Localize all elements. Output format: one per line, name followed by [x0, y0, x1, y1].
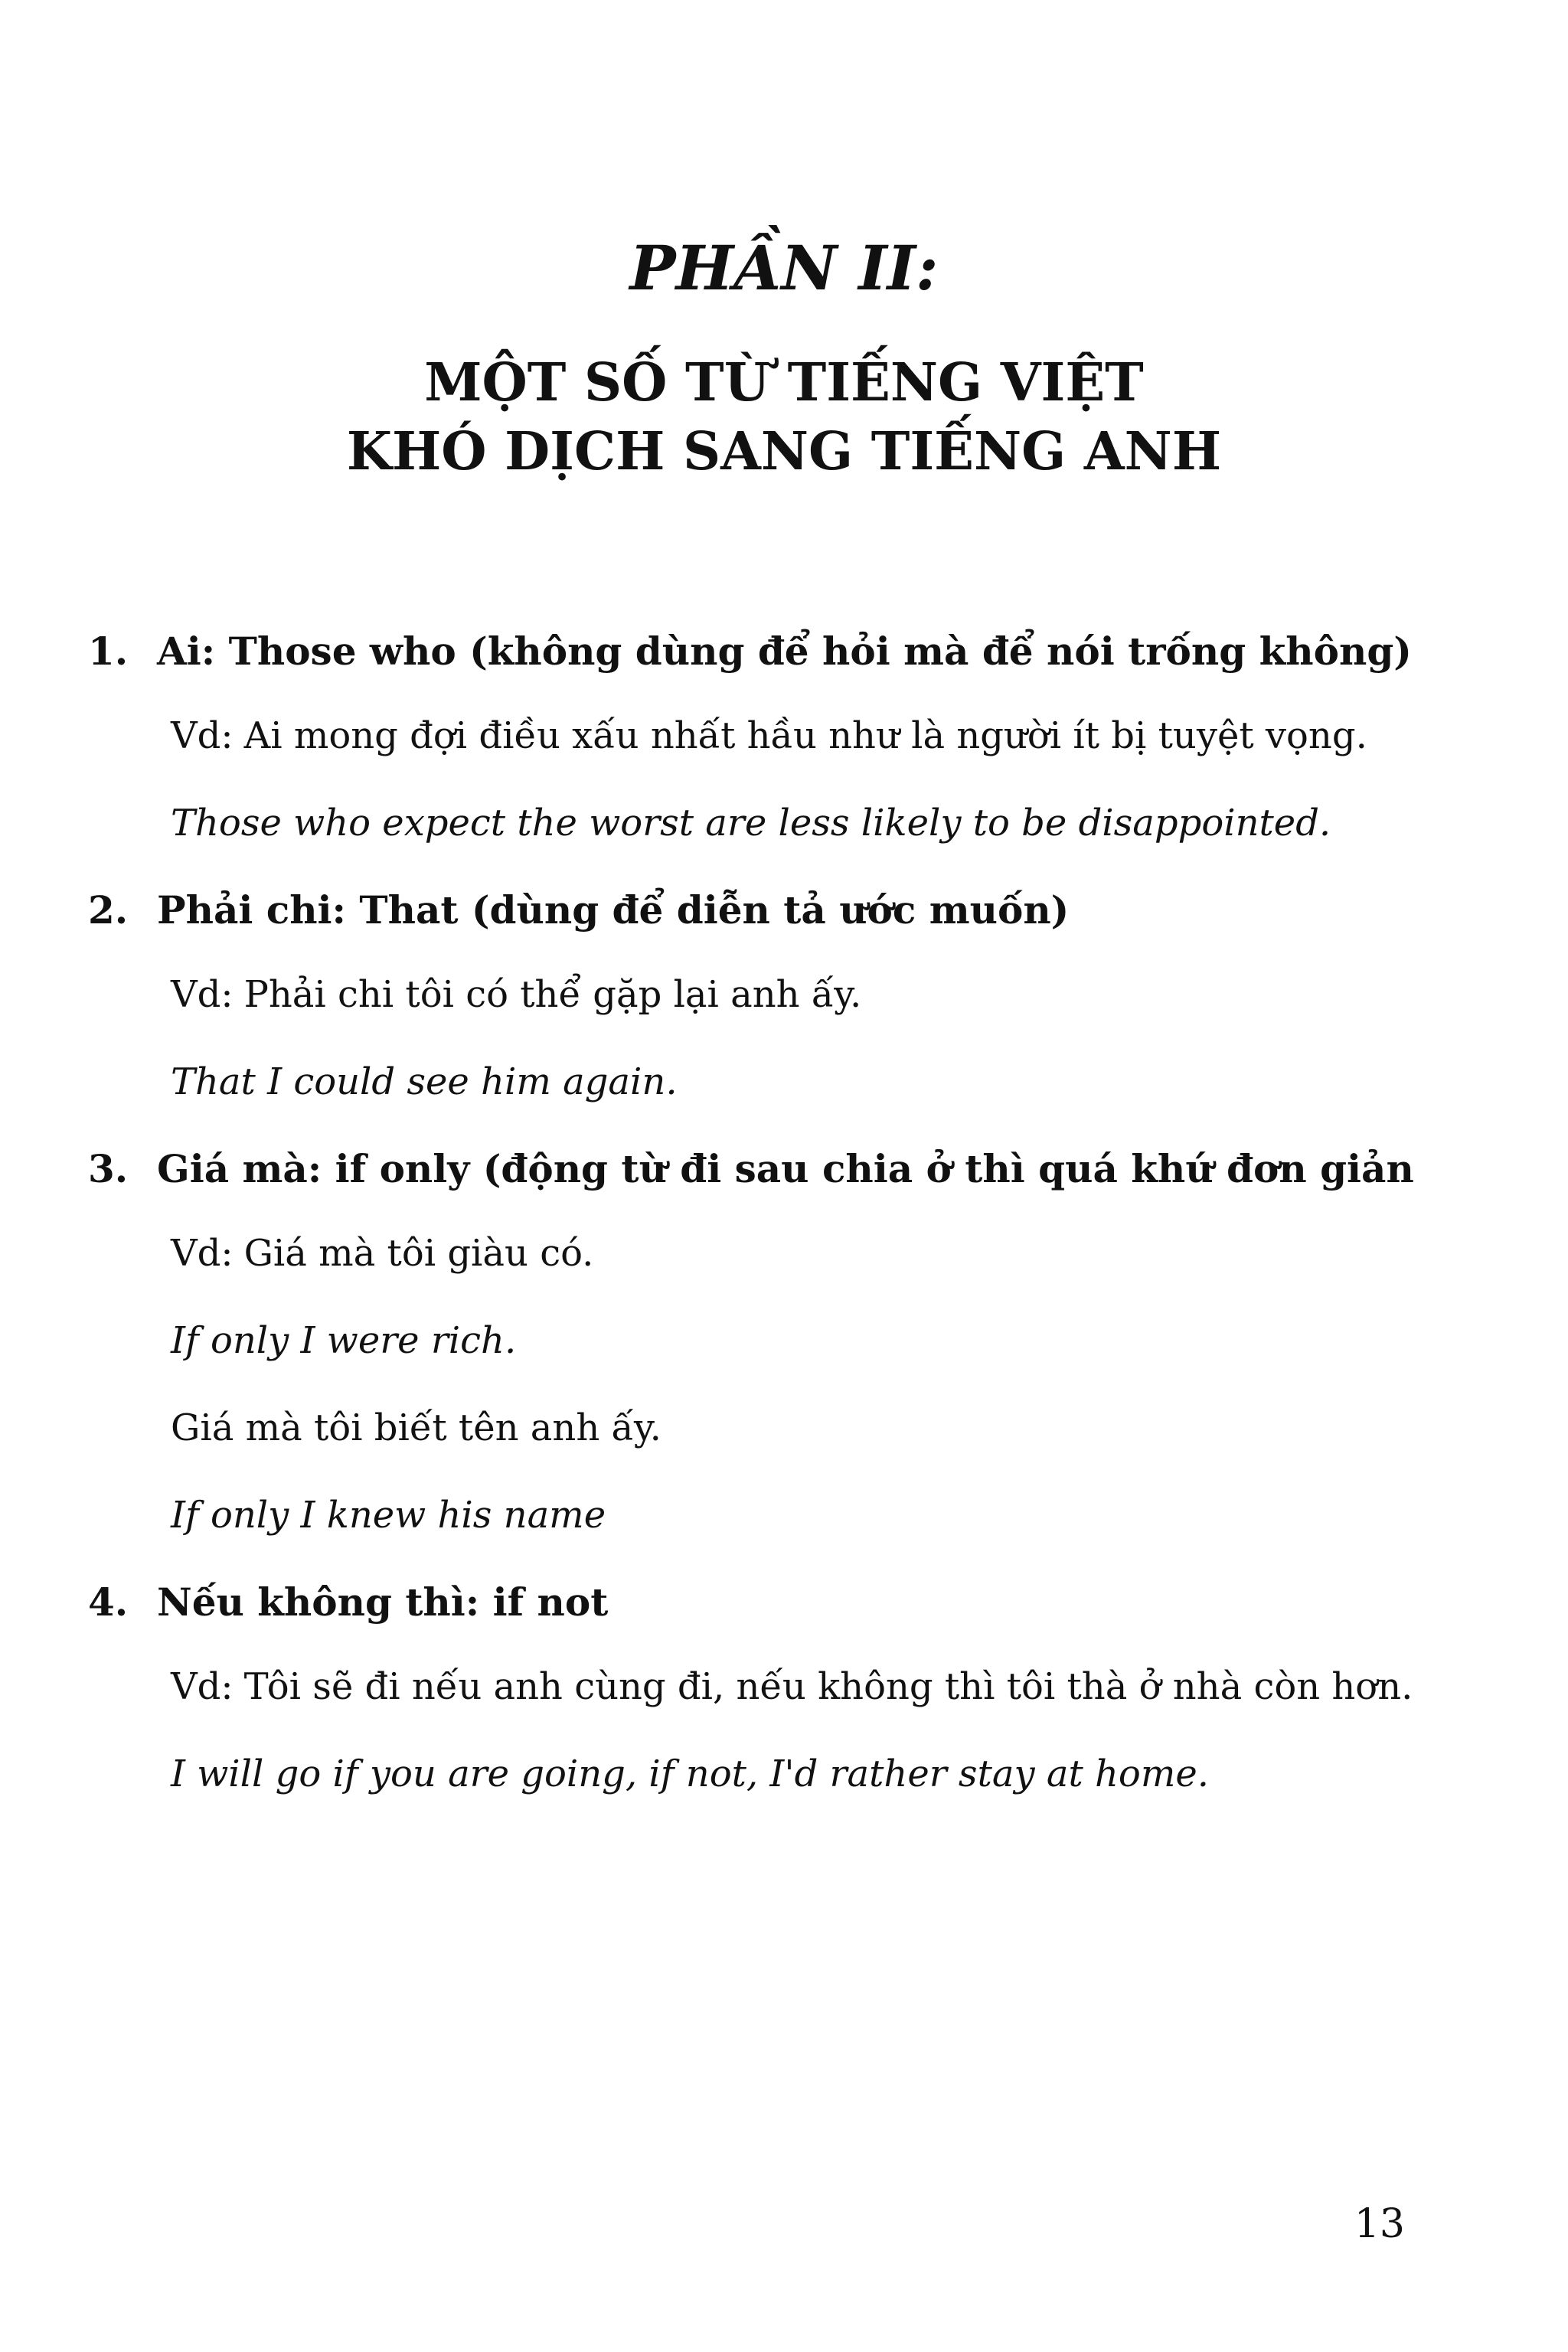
example-vietnamese: [171, 1655, 1432, 1718]
entry-2: [88, 879, 1432, 1113]
example-label: Vd:: [171, 973, 234, 1016]
entry-number: 2.: [88, 887, 129, 933]
entry-heading-text: Phải chi: That (dùng để diễn tả ước muốn): [157, 887, 1070, 933]
entry-4: [88, 1571, 1432, 1805]
page-number: 13: [1354, 2201, 1405, 2247]
example-english: That I could see him again.: [171, 1060, 678, 1103]
example-english: I will go if you are going, if not, I'd rather stay at home.: [171, 1753, 1209, 1795]
entry-heading-text: Nếu không thì: if not: [157, 1579, 609, 1625]
entry-number: 4.: [88, 1579, 129, 1625]
example-vietnamese-text: Phải chi tôi có thể gặp lại anh ấy.: [243, 973, 862, 1016]
part-title: PHẦN II:: [629, 232, 939, 304]
example-english: If only I knew his name: [171, 1494, 606, 1537]
entry-number: 3.: [88, 1146, 129, 1191]
example-vietnamese: [171, 1222, 1432, 1285]
example-label: Vd:: [171, 1232, 234, 1275]
example-vietnamese-text: Tôi sẽ đi nếu anh cùng đi, nếu không thì tôi thà ở nhà còn hơn.: [243, 1665, 1413, 1708]
entry-heading-text: Ai: Those who (không dùng để hỏi mà để nói trống không): [157, 629, 1412, 674]
entry-heading: [88, 1571, 1432, 1634]
example-english: Those who expect the worst are less likely to be disappointed.: [171, 802, 1331, 844]
entry-heading: [88, 1138, 1432, 1200]
example-vietnamese-text: Ai mong đợi điều xấu nhất hầu như là người ít bị tuyệt vọng.: [243, 714, 1367, 757]
entry-heading: [88, 620, 1432, 683]
example-vietnamese: Giá mà tôi biết tên anh ấy.: [171, 1406, 662, 1449]
entry-number: 1.: [88, 629, 129, 674]
example-label: Vd:: [171, 714, 234, 757]
entry-list: [88, 620, 1432, 1830]
entry-1: [88, 620, 1432, 854]
example-label: Vd:: [171, 1665, 234, 1708]
entry-heading: [88, 879, 1432, 942]
chapter-subtitle: [0, 348, 1568, 486]
example-vietnamese: [171, 704, 1432, 767]
example-vietnamese-text: Giá mà tôi giàu có.: [243, 1232, 594, 1275]
example-english: If only I were rich.: [171, 1319, 517, 1362]
example-vietnamese: [171, 963, 1432, 1026]
subtitle-line-1: MỘT SỐ TỪ TIẾNG VIỆT: [424, 352, 1144, 413]
entry-3: [88, 1138, 1432, 1547]
subtitle-line-2: KHÓ DỊCH SANG TIẾNG ANH: [346, 421, 1222, 482]
entry-heading-text: Giá mà: if only (động từ đi sau chia ở thì quá khứ đơn giản: [157, 1146, 1414, 1191]
